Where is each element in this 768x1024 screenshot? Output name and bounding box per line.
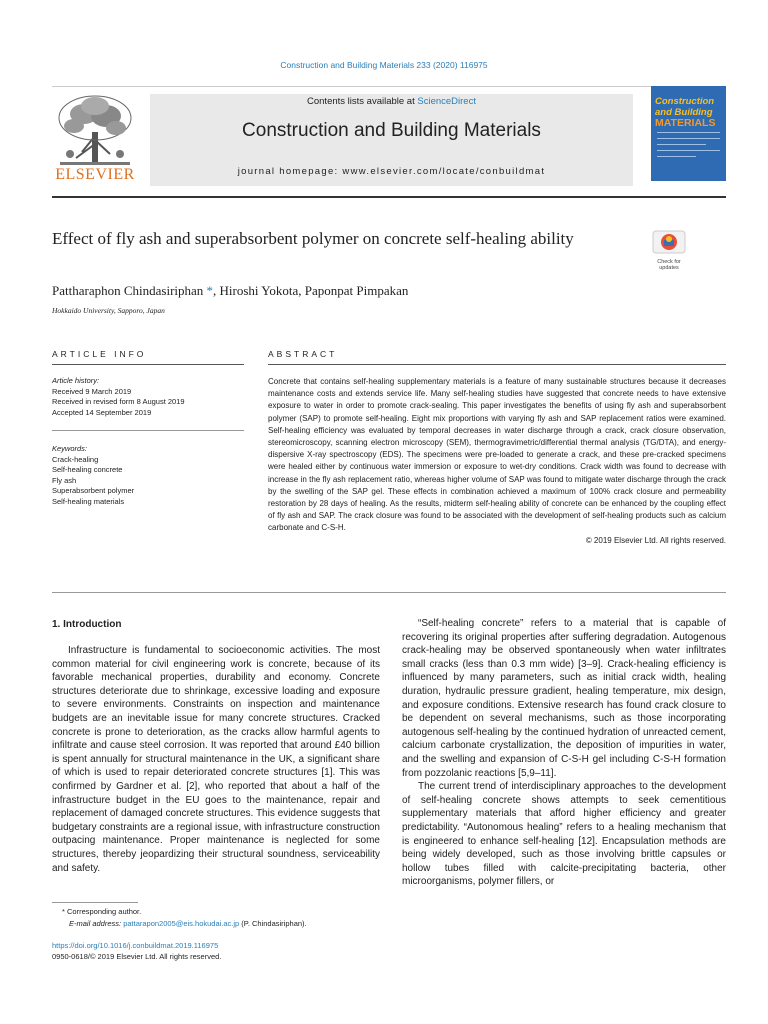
article-info-heading: ARTICLE INFO xyxy=(52,349,147,359)
keyword-item: Self-healing concrete xyxy=(52,465,123,474)
body-column-right xyxy=(402,617,726,889)
abstract xyxy=(268,376,726,547)
accepted-date: Accepted 14 September 2019 xyxy=(52,407,152,417)
intro-paragraph-3: The current trend of interdisciplinary approaches to the development of self-healing concrete shows attempts to seek cementitious supplementary materials that afford higher efficiency and greater predictability. “Autonomous healing” refers to a healing mechanism that is engineered to enhance self-healing [12]. Encapsulation methods are being widely developed, such as those involving brittle capsules or hollow tubes filled with calcite-precipitating bacteria, other microorganisms, polymer fillers, or xyxy=(402,781,726,888)
cover-title-line3: MATERIALS xyxy=(655,117,716,129)
history-label: Article history: xyxy=(52,376,100,385)
keywords-label: Keywords: xyxy=(52,444,88,453)
article-info-rule xyxy=(52,364,244,365)
email-link[interactable]: pattarapon2005@eis.hokudai.ac.jp xyxy=(123,919,240,928)
body-column-left xyxy=(52,644,380,875)
cover-title-line2: and Building xyxy=(655,107,713,118)
journal-cover xyxy=(651,86,726,181)
first-author: Pattharaphon Chindasiriphan xyxy=(52,283,204,298)
keyword-item: Self-healing materials xyxy=(52,496,125,506)
footnote-rule xyxy=(52,902,138,903)
abstract-bottom-rule xyxy=(52,592,726,593)
section-heading-introduction: 1. Introduction xyxy=(52,619,122,630)
history-rule xyxy=(52,430,244,431)
keyword-item: Superabsorbent polymer xyxy=(52,486,135,495)
abstract-rule xyxy=(268,364,726,365)
email-suffix: (P. Chindasiriphan). xyxy=(239,919,307,928)
doi-link[interactable]: https://doi.org/10.1016/j.conbuildmat.2019.116975 xyxy=(52,941,219,950)
contents-line xyxy=(150,96,633,107)
crossmark-icon xyxy=(652,230,686,254)
received-date: Received 9 March 2019 xyxy=(52,386,132,396)
abstract-heading: ABSTRACT xyxy=(268,349,338,359)
contents-prefix: Contents lists available at xyxy=(307,96,418,107)
publisher-name: ELSEVIER xyxy=(55,166,135,183)
sciencedirect-link[interactable]: ScienceDirect xyxy=(417,96,476,107)
author-list xyxy=(52,283,408,299)
revised-date: Received in revised form 8 August 2019 xyxy=(52,397,185,406)
keywords-block xyxy=(52,444,252,507)
intro-paragraph-1: Infrastructure is fundamental to socioeconomic activities. The most common material for civil engineering work is concrete, because of its favorable mechanical properties, durability and economy. Concrete structures deteriorate due to shrinkage, excessive loading and exposure to severe environments. Constraints on inspection and maintenance budgets are an inevitable issue for many concrete structures. Cracked concrete is prone to deterioration, as the cracks allow harmful agents to infiltrate and cause steel corrosion. It was reported that around £40 billion is spent annually for structural maintenance in the UK, a significant share of which is used to repair deteriorated concrete structures [1]. This was confirmed by Gardner et al. [2], who reported that about a half of the infrastructure budget in the EU goes to the maintenance, repair and replacement of damaged concrete structures. This evidence suggests that budgetary constraints are a regional issue, with infrastructure construction outpacing maintenance. Proper maintenance is neglected for some structures, thereby jeopardizing their structural soundness, serviceability and safety. xyxy=(52,645,380,874)
abstract-copyright: © 2019 Elsevier Ltd. All rights reserved. xyxy=(585,535,726,545)
journal-homepage[interactable]: journal homepage: www.elsevier.com/locate/conbuildmat xyxy=(237,166,546,177)
journal-reference-link[interactable]: Construction and Building Materials 233 (2020) 116975 xyxy=(280,60,488,70)
header-divider xyxy=(52,86,726,87)
email-label: E-mail address: xyxy=(69,919,124,928)
journal-title: Construction and Building Materials xyxy=(242,120,541,141)
tree-icon xyxy=(52,92,138,168)
issn-copyright: 0950-0618/© 2019 Elsevier Ltd. All rights reserved. xyxy=(52,952,222,961)
intro-paragraph-2: “Self-healing concrete” refers to a material that is capable of recovering its original properties after suffering degradation. Autogenous crack-healing may be observed spontaneously when water infiltrates small cracks (less than 0.3 mm wide) [3–9]. Crack-healing efficiency is influenced by many parameters, such as initial crack width, healing duration, hydraulic pressure gradient, healing temperature, mix design, and exposure conditions. Extensive research has found crack closure to be dependent on several mechanisms, such as those incorporating autogenous self-healing by the continued hydration of unreacted cement, calcium carbonate crystallization, the deposition of impurities in water, and the swelling and expansion of C-S-H gel including C-S-H formation from pozzolanic reactions [5,9–11]. xyxy=(402,618,726,779)
cover-title-line1: Construction xyxy=(655,96,715,107)
email-line xyxy=(69,919,307,930)
cover-title xyxy=(655,96,724,129)
affiliation: Hokkaido University, Sapporo, Japan xyxy=(52,306,165,315)
elsevier-logo xyxy=(52,92,138,184)
keyword-item: Fly ash xyxy=(52,475,77,485)
other-authors: , Hiroshi Yokota, Paponpat Pimpakan xyxy=(213,283,409,298)
abstract-text: Concrete that contains self-healing supplementary materials is a feature of many sustainable structures because it decreases maintenance costs and extends service life. Many self-healing studies have suggested that concrete needs to have extensive exposure to water in order to promote crack-sealing. This paper investigates the benefits of using fly ash and superabsorbent polymer (SAP) to promote self-healing. Eight mix proportions with varying fly ash and SAP replacement ratios were examined. Self-healing efficiency was evaluated by temporal decreases in water discharge through a crack, crack closure observation, stereomicroscopy, scanning electron microscopy (SEM), thermogravimetric/differential thermal analysis (TG/DTA), and energy-dispersive X-ray spectroscopy (EDS). The specimens were pre-loaded to generate a crack, and these pre-cracked specimens were healed either by continuous water immersion or exposure to wet-dry conditions. Crack width was found to decrease with increase in the fly ash replacement ratio, whereas higher volume of SAP was found to mitigate water discharge through the crack by the swelling of the SAP gel. These effects in combination achieved a maximum of 100% crack closure and permeability restoration by 28 days of healing. As the results, midterm self-healing ability of concrete can be enhanced by the coupling effect of fly ash and SAP. The crack closure was found to be associated with the development of self-healing products such as calcium carbonate and C-S-H. xyxy=(268,377,726,533)
corresponding-note: * Corresponding author. xyxy=(62,907,142,916)
crossmark-label: Check for updates xyxy=(657,259,681,271)
article-title: Effect of fly ash and superabsorbent polymer on concrete self-healing ability xyxy=(52,229,574,248)
check-for-updates-badge[interactable] xyxy=(652,230,686,271)
corresponding-author-mark[interactable]: * xyxy=(206,283,214,298)
article-history xyxy=(52,376,252,418)
header-rule xyxy=(52,196,726,198)
keyword-item: Crack-healing xyxy=(52,454,99,464)
